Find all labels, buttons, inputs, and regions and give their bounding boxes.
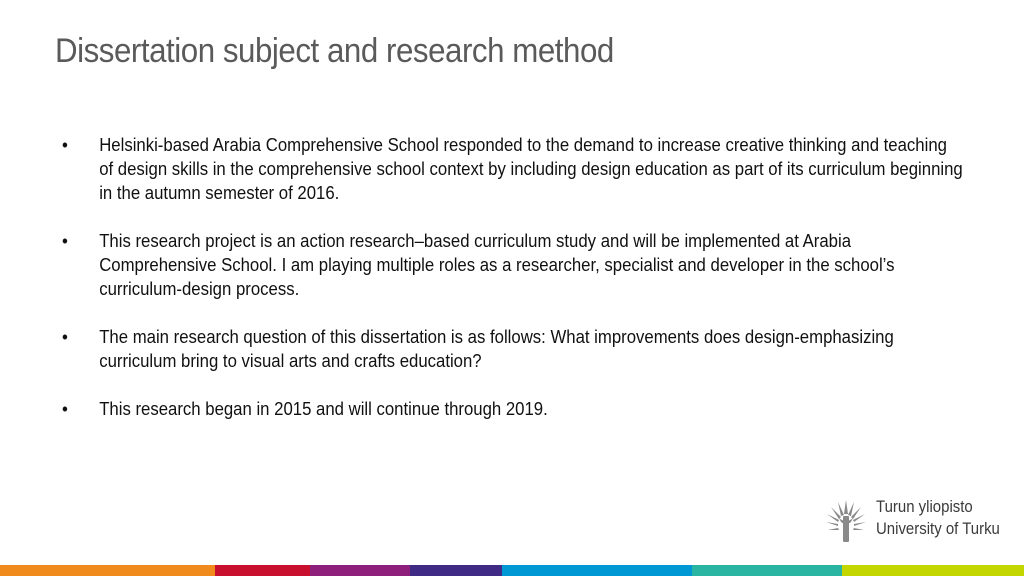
footer-color-segment bbox=[410, 565, 502, 576]
logo-name-english: University of Turku bbox=[876, 519, 1000, 538]
bullet-item bbox=[62, 397, 964, 421]
footer-color-segment bbox=[310, 565, 410, 576]
footer-color-segment bbox=[692, 565, 842, 576]
bullet-item bbox=[62, 325, 964, 373]
logo-name-finnish: Turun yliopisto bbox=[876, 497, 973, 516]
bullet-list bbox=[62, 133, 962, 445]
bullet-marker: • bbox=[62, 231, 68, 251]
footer-color-segment bbox=[215, 565, 310, 576]
bullet-marker: • bbox=[62, 399, 68, 419]
university-seal-icon bbox=[824, 494, 868, 546]
footer-color-segment bbox=[0, 565, 215, 576]
logo-text bbox=[876, 496, 1000, 540]
bullet-text: The main research question of this dissertation is as follows: What improvements does design-emphasizing curriculum bring to visual arts and crafts education? bbox=[99, 327, 894, 371]
slide-title: Dissertation subject and research method bbox=[55, 32, 614, 70]
footer-color-segment bbox=[502, 565, 692, 576]
bullet-text: Helsinki-based Arabia Comprehensive School responded to the demand to increase creative thinking and teaching of design skills in the comprehensive school context by including design education as part of its curriculum beginning in the autumn semester of 2016. bbox=[99, 135, 963, 203]
footer-color-segment bbox=[842, 565, 1024, 576]
university-logo bbox=[824, 490, 1004, 550]
bullet-text: This research began in 2015 and will continue through 2019. bbox=[99, 399, 548, 419]
bullet-marker: • bbox=[62, 327, 68, 347]
bullet-marker: • bbox=[62, 135, 68, 155]
bullet-text: This research project is an action research–based curriculum study and will be implemented at Arabia Comprehensive School. I am playing multiple roles as a researcher, specialist and developer in the school’s curriculum-design process. bbox=[99, 231, 895, 299]
footer-color-bar bbox=[0, 565, 1024, 576]
bullet-item bbox=[62, 133, 964, 205]
bullet-item bbox=[62, 229, 964, 301]
